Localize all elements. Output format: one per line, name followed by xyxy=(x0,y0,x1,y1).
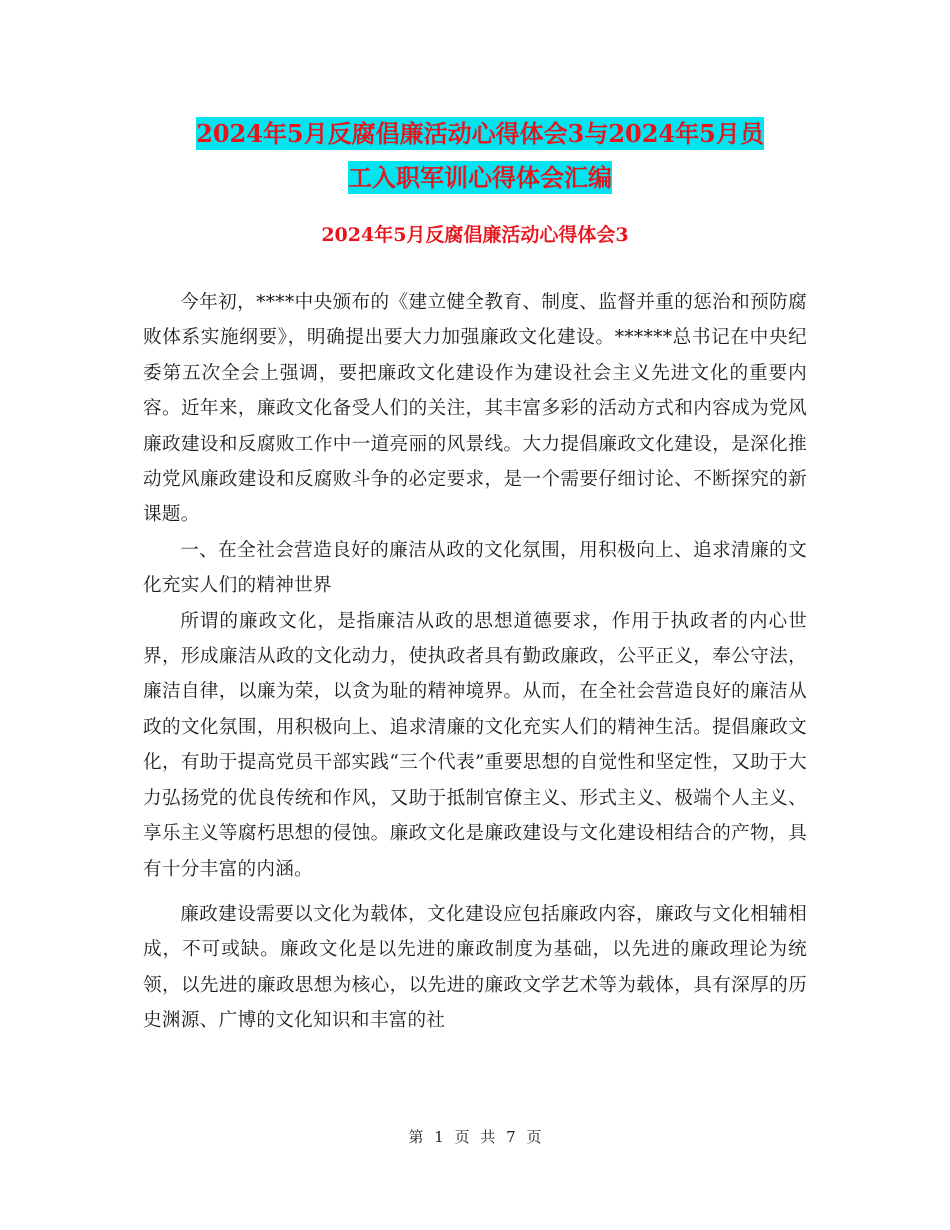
section-title: 2024年5月反腐倡廉活动心得体会3 xyxy=(321,224,629,246)
title-line-2: 工入职军训心得体会汇编 xyxy=(348,163,612,192)
paragraph-1: 今年初，****中央颁布的《建立健全教育、制度、监督并重的惩治和预防腐败体系实施纲要》，明确提出要大力加强廉政文化建设。******总书记在中央纪委第五次全会上强调，要把廉政文化建设作为建设社会主义先进文化的重要内容。近年来，廉政文化备受人们的关注，其丰富多彩的活动方式和内容成为党风廉政建设和反腐败工作中一道亮丽的风景线。大力提倡廉政文化建设，是深化推动党风廉政建设和反腐败斗争的必定要求，是一个需要仔细讨论、不断探究的新课题。 xyxy=(143,292,807,526)
page-footer: 第 1 页 共 7 页 xyxy=(408,1128,542,1146)
paragraph-2: 一、在全社会营造良好的廉洁从政的文化氛围，用积极向上、追求清廉的文化充实人们的精神世界 xyxy=(143,539,807,597)
paragraph-3: 所谓的廉政文化，是指廉洁从政的思想道德要求，作用于执政者的内心世界，形成廉洁从政的文化动力，使执政者具有勤政廉政，公平正义，奉公守法，廉洁自律，以廉为荣，以贪为耻的精神境界。从而，在全社会营造良好的廉洁从政的文化氛围，用积极向上、追求清廉的文化充实人们的精神生活。提倡廉政文化，有助于提高党员干部实践“三个代表”重要思想的自觉性和坚定性，又助于大力弘扬党的优良传统和作风，又助于抵制官僚主义、形式主义、极端个人主义、享乐主义等腐朽思想的侵蚀。廉政文化是廉政建设与文化建设相结合的产物，具有十分丰富的内涵。 xyxy=(143,610,807,880)
document-title xyxy=(150,112,810,200)
paragraph-4: 廉政建设需要以文化为载体，文化建设应包括廉政内容，廉政与文化相辅相成，不可或缺。廉政文化是以先进的廉政制度为基础，以先进的廉政理论为统领，以先进的廉政思想为核心，以先进的廉政文学艺术等为载体，具有深厚的历史渊源、广博的文化知识和丰富的社 xyxy=(143,903,807,1032)
document-body xyxy=(143,285,807,1039)
title-line-1: 2024年5月反腐倡廉活动心得体会3与2024年5月员 xyxy=(196,119,764,148)
